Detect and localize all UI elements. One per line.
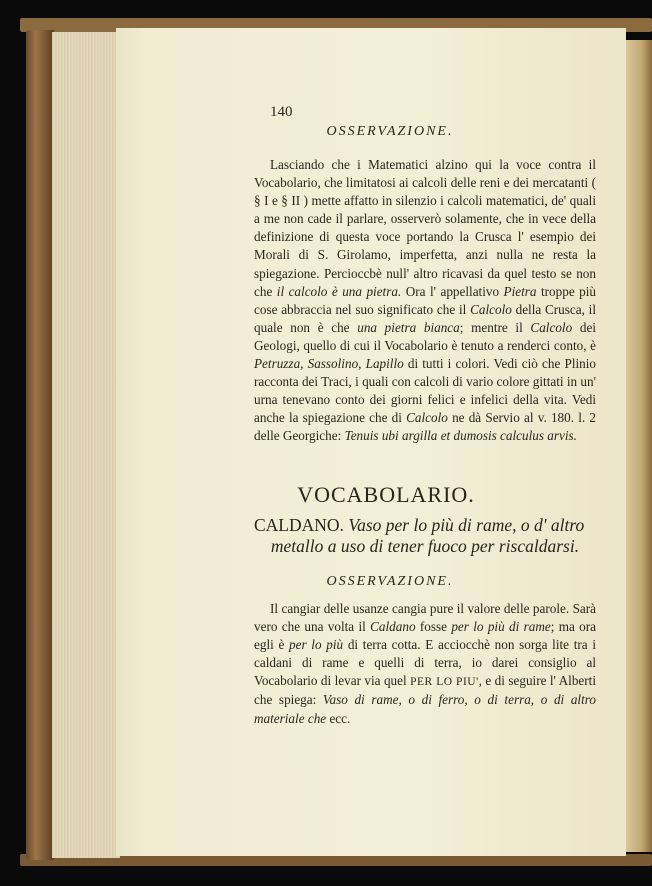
p1-run-italic: Calcolo: [470, 301, 512, 317]
p1-run-text: dei Geologi, quello di cui il Vocabolario è tenuto a renderci conto, è: [254, 319, 596, 353]
dictionary-entry: [254, 515, 596, 557]
section-heading-1: OSSERVAZIONE.: [326, 124, 454, 139]
p1-run-italic: il calcolo è una pietra.: [276, 283, 402, 299]
p2-run-text: ; ma ora egli è: [254, 619, 596, 653]
page-number: 140: [270, 104, 293, 120]
p1-run-italic: Tenuis ubi argilla et dumosis calculus arvis.: [344, 428, 577, 444]
book-spine: [26, 30, 54, 860]
p1-run-text: troppe più cose abbraccia nel suo significato che il: [254, 283, 597, 317]
p2-run-text: di terra cotta. E acciocchè non sorga lite tra i caldani di rame e quelli di terra, io darei consiglio al Vocabolario di levar via quel: [254, 637, 596, 689]
entry-headword: CALDANO.: [254, 515, 344, 535]
p1-run-italic: Pietra: [503, 283, 537, 299]
p1-run-italic: Calcolo: [530, 319, 573, 335]
p2-run-text: ecc.: [326, 710, 351, 726]
p2-run-italic: Vaso di rame, o di ferro, o di terra, o di altro materiale che: [254, 692, 596, 726]
page-title: VOCABOLARIO.: [297, 482, 475, 507]
p2-run-italic: per lo più: [289, 637, 344, 653]
paragraph-1: [254, 156, 596, 446]
paragraph-2: [254, 600, 596, 728]
p1-run-text: ; mentre il: [459, 319, 531, 335]
p1-run-italic: Calcolo: [406, 410, 448, 426]
facing-page-edge: [626, 40, 652, 852]
p1-run-text: Lasciando che i Matematici alzino qui la voce contra il Vocabolario, che limitatosi ai calcoli delle reni e dei mercatanti ( § I e § II ) mette affatto in silenzio i calcoli matematici, de' quali a me non cade il parlare, osserverò solamente, che in vece della definizione di questa voce portando la Crusca l' esempio dei Morali di S. Girolamo, imperfetta, anzi nulla ne resta la spiegazione. Percioccbè null' altro ricavasi da quel testo se non che: [254, 157, 596, 299]
p1-run-text: ne dà Servio al v. 180. l. 2 delle Georgiche:: [254, 410, 596, 444]
paragraph-1-text: [254, 156, 596, 446]
p2-run-italic: per lo più di rame: [451, 619, 551, 635]
p1-run-text: della Crusca, il quale non è che: [254, 301, 597, 335]
p1-run-text: Ora l' appellativo: [401, 283, 504, 299]
p1-run-italic: una pietra bianca: [357, 319, 460, 335]
p2-run-text: Il cangiar delle usanze cangia pure il valore delle parole. Sarà vero che una volta il: [254, 601, 596, 635]
page-edges: [52, 32, 120, 858]
p2-run-italic: Caldano: [370, 619, 416, 635]
section-heading-2: OSSERVAZIONE.: [326, 574, 454, 589]
p2-run-text: , e di seguire l' Alberti che spiega:: [254, 673, 596, 708]
p1-run-italic: Petruzza, Sassolino, Lapillo: [254, 356, 404, 372]
entry-definition-line1: Vaso per lo più di rame, o d' altro: [348, 515, 585, 535]
paragraph-2-text: [254, 600, 596, 728]
entry-definition-line2: metallo a uso di tener fuoco per riscaldarsi.: [270, 536, 580, 556]
p2-run-text: fosse: [415, 619, 452, 635]
p2-run-small-caps: PER LO PIU': [410, 676, 479, 689]
p1-run-text: di tutti i colori. Vedi ciò che Plinio racconta dei Traci, i quali con calcoli di vario colore gittati in un' urna tenevano conto dei giorni felici e infelici della vita. Vedi anche la spiegazione che di: [254, 356, 596, 426]
